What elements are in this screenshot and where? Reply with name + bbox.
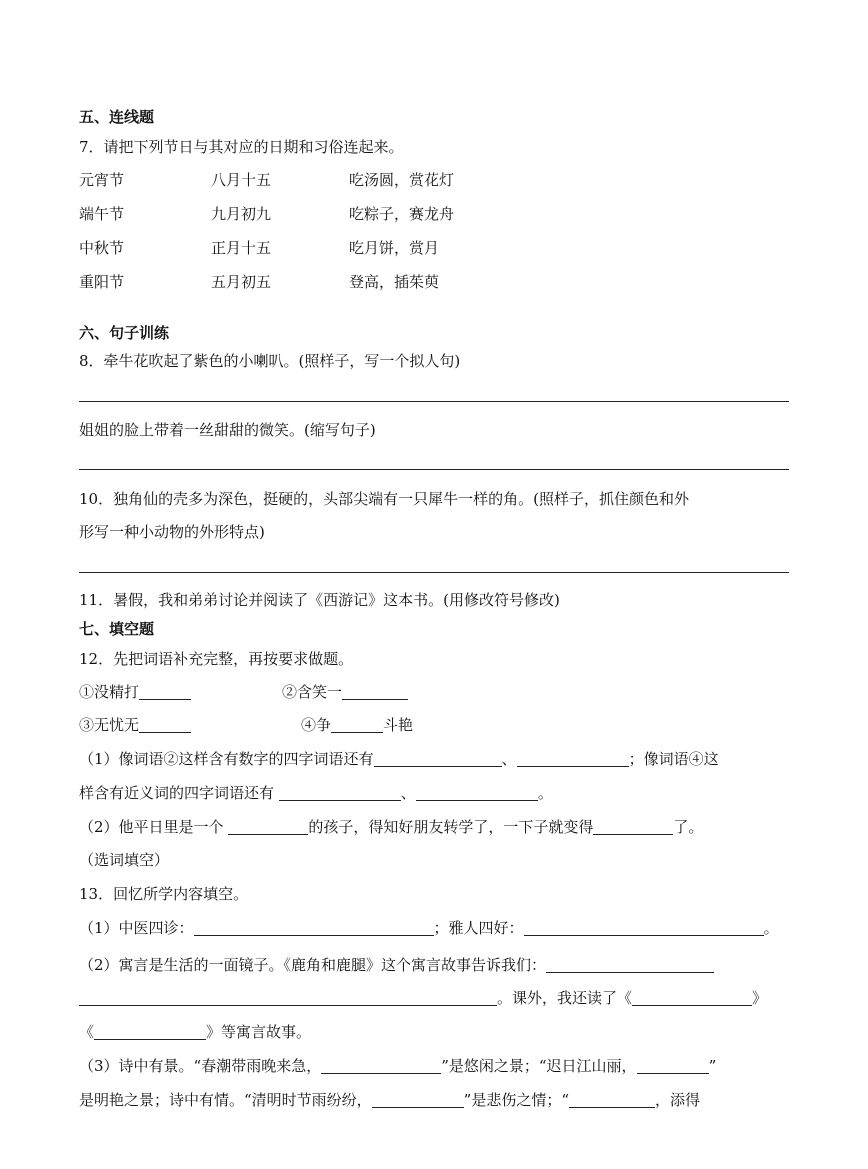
date-item: 正月十五 (211, 239, 272, 257)
question-10: 10．独角仙的壳多为深色，挺硬的，头部尖端有一只犀牛一样的角。(照样子，抓住颜色和外 (79, 490, 689, 508)
answer-line[interactable] (79, 469, 789, 470)
question-8: 8．牵牛花吹起了紫色的小喇叭。(照样子，写一个拟人句) (79, 352, 461, 370)
separator: 、 (400, 784, 416, 802)
question-11: 11．暑假，我和弟弟讨论并阅读了《西游记》这本书。(用修改符号修改) (79, 591, 560, 609)
word-text: ④争 (301, 716, 332, 734)
prompt-text: ；像词语④这 (628, 750, 719, 768)
question-7: 7．请把下列节日与其对应的日期和习俗连起来。 (79, 138, 404, 156)
date-item: 八月十五 (211, 171, 272, 189)
question-9: 姐姐的脸上带着一丝甜甜的微笑。(缩写句子) (79, 421, 376, 439)
punctuation: 。 (537, 784, 553, 802)
festival-item: 中秋节 (79, 239, 125, 257)
festival-item: 元宵节 (79, 171, 125, 189)
section-heading-matching: 五、连线题 (79, 108, 155, 126)
prompt-text: ”是悠闲之景；“迟日江山丽， (441, 1057, 637, 1075)
prompt-text: ；雅人四好： (433, 919, 524, 937)
blank-field[interactable] (321, 1058, 441, 1074)
sub-question-2-note: （选词填空） (79, 851, 170, 869)
sub-question-13-3-cont (79, 1090, 700, 1110)
word-item-2 (282, 682, 408, 702)
prompt-text: （3）诗中有景。“春潮带雨晚来急， (79, 1057, 322, 1075)
prompt-text: 。课外，我还读了《 (497, 989, 633, 1007)
prompt-text: （2）他平日里是一个 (79, 818, 224, 836)
sub-question-13-3 (79, 1056, 716, 1076)
blank-field[interactable] (194, 920, 434, 936)
punctuation: ” (708, 1057, 717, 1075)
festival-item: 重阳节 (79, 273, 125, 291)
sub-question-1-cont (79, 783, 553, 803)
word-text: 斗艳 (383, 716, 414, 734)
blank-field[interactable] (139, 717, 191, 733)
blank-field[interactable] (79, 990, 497, 1006)
prompt-text: ，添得 (655, 1091, 701, 1109)
word-text: ①没精打 (79, 683, 140, 701)
answer-line[interactable] (79, 401, 789, 402)
blank-field[interactable] (517, 751, 629, 767)
blank-field[interactable] (416, 785, 538, 801)
section-heading-fill-blanks: 七、填空题 (79, 620, 155, 638)
question-13: 13．回忆所学内容填空。 (79, 885, 249, 903)
prompt-text: 了。 (673, 818, 704, 836)
sub-question-13-2 (79, 955, 714, 975)
question-10-cont: 形写一种小动物的外形特点) (79, 523, 265, 541)
blank-field[interactable] (524, 920, 764, 936)
custom-item: 吃月饼，赏月 (349, 239, 440, 257)
custom-item: 吃汤圆，赏花灯 (349, 171, 455, 189)
prompt-text: （1）中医四诊： (79, 919, 194, 937)
prompt-text: 的孩子，得知好朋友转学了，一下子就变得 (308, 818, 594, 836)
sub-question-13-2-end (79, 1022, 311, 1042)
prompt-text: （2）寓言是生活的一面镜子。《鹿角和鹿腿》这个寓言故事告诉我们： (79, 956, 547, 974)
word-item-1 (79, 682, 191, 702)
blank-field[interactable] (139, 684, 191, 700)
prompt-text: 样含有近义词的四字词语还有 (79, 784, 275, 802)
blank-field[interactable] (632, 990, 752, 1006)
word-item-4 (301, 715, 413, 735)
punctuation: 》 (752, 989, 768, 1007)
answer-line[interactable] (79, 572, 789, 573)
date-item: 五月初五 (211, 273, 272, 291)
punctuation: 《 (79, 1023, 95, 1041)
sub-question-13-2-cont (79, 988, 767, 1008)
prompt-text: ”是悲伤之情；“ (463, 1091, 570, 1109)
question-12: 12．先把词语补充完整，再按要求做题。 (79, 650, 354, 668)
blank-field[interactable] (94, 1024, 206, 1040)
blank-field[interactable] (546, 957, 714, 973)
blank-field[interactable] (637, 1058, 709, 1074)
sub-question-2 (79, 817, 703, 837)
prompt-text: 》等寓言故事。 (206, 1023, 312, 1041)
date-item: 九月初九 (211, 205, 272, 223)
prompt-text: 是明艳之景；诗中有情。“清明时节雨纷纷， (79, 1091, 372, 1109)
blank-field[interactable] (331, 717, 383, 733)
word-item-3 (79, 715, 191, 735)
blank-field[interactable] (372, 1092, 464, 1108)
sub-question-13-1 (79, 918, 779, 938)
prompt-text: （1）像词语②这样含有数字的四字词语还有 (79, 750, 374, 768)
punctuation: 。 (763, 919, 779, 937)
word-text: ②含笑一 (282, 683, 343, 701)
blank-field[interactable] (569, 1092, 655, 1108)
word-text: ③无忧无 (79, 716, 140, 734)
festival-item: 端午节 (79, 205, 125, 223)
blank-field[interactable] (374, 751, 502, 767)
custom-item: 登高，插茱萸 (349, 273, 440, 291)
separator: 、 (501, 750, 517, 768)
sub-question-1 (79, 749, 719, 769)
custom-item: 吃粽子，赛龙舟 (349, 205, 455, 223)
blank-field[interactable] (342, 684, 408, 700)
blank-field[interactable] (593, 819, 673, 835)
blank-field[interactable] (279, 785, 401, 801)
blank-field[interactable] (228, 819, 308, 835)
section-heading-sentence-training: 六、句子训练 (79, 324, 170, 342)
